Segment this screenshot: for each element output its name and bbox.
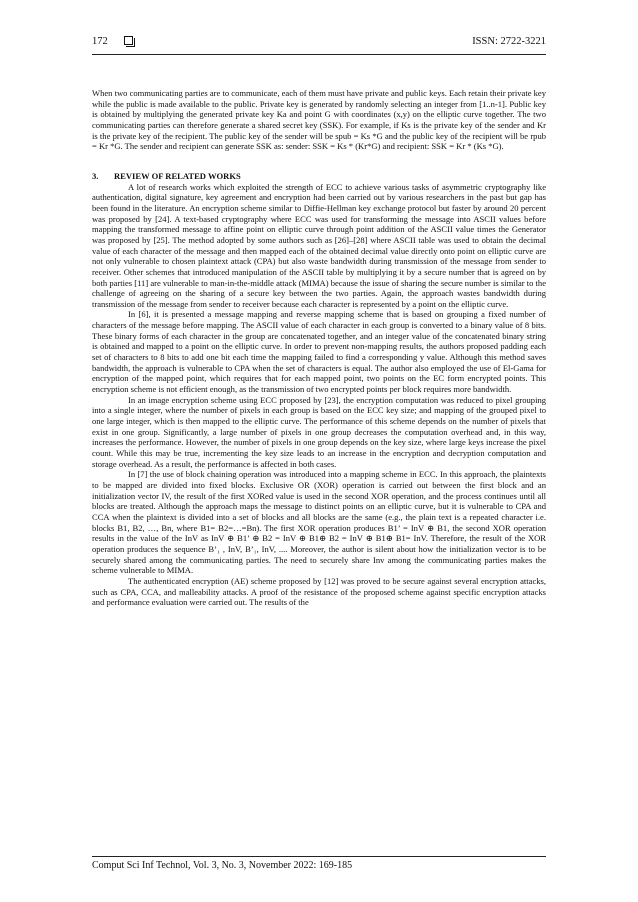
related-work-paragraph-2: In [6], it is presented a message mapping and reverse mapping scheme that is based on grouping a fixed number of characters of the message before mapping. The ASCII value of each character in each group is converted to a binary value of 8 bits. These binary forms of each character in the group are concatenated together, and an integer value of the concatenated binary string is obtained and mapped to a point on the elliptic curve. In order to prevent non-mapping results, the authors proposed padding each set of characters to 8 bits to add one bit each time the mapping failed to find a corresponding y value. Although this method saves bandwidth, the approach is vulnerable to CPA when the set of characters is equal. The author also employed the use of El-Gama for encryption of the mapped point, which requires that for each mapped point, two points on the EC form encrypted points. This encryption scheme is not efficient enough, as the transmission of two encrypted points per block requires more bandwidth. [92,309,546,395]
related-work-paragraph-5: The authenticated encryption (AE) scheme proposed by [12] was proved to be secure against several encryption attacks, such as CPA, CCA, and malleability attacks. A proof of the resistance of the proposed scheme against specific encryption attacks and performance evaluation were carried out. The results of the [92,575,546,608]
page-number: 172 [92,36,108,47]
related-work-paragraph-3: In an image encryption scheme using ECC proposed by [23], the encryption computation was reduced to pixel grouping into a single integer, where the number of pixels in each group is based on the ECC key size; and mapping of the grouped pixel to one large integer, which is then mapped to the elliptic curve. The performance of this scheme depends on the number of pixels that exist in one group. Significantly, a large number of pixels in one group decreases the computation overhead and, in this way, increases the performance. However, the number of pixels in one group depends on the key size, where large keys increase the pixel count. While this may be true, incrementing the key size leads to an increase in the encryption and decryption computation and storage overhead. As a result, the performance is affected in both cases. [92,394,546,469]
intro-paragraph: When two communicating parties are to communicate, each of them must have private and public keys. Each retain their private key while the public is made available to the public. Private key is generated by randomly selecting an integer from [1..n-1]. Public key is obtained by multiplying the generated private key Ka and point G with coordinates (x,y) on the elliptic curve together. The two communicating parties can therefore generate a shared secret key (SSK). For example, if Ks is the private key of the sender and Kr is the private key of the recipient. The public key of the sender will be spub = Ks *G and the public key of the recipient will be rpub = Kr *G. The sender and recipient can generate SSK as: sender: SSK = Ks * (Kr*G) and recipient: SSK = Kr * (Ks *G). [92,88,546,152]
journal-citation: Comput Sci Inf Technol, Vol. 3, No. 3, November 2022: 169-185 [92,860,353,871]
page-header [92,36,546,52]
article-body [92,88,546,608]
square-icon [124,36,133,45]
related-work-paragraph-4: In [7] the use of block chaining operation was introduced into a mapping scheme in ECC. In this approach, the plaintexts to be mapped are divided into fixed blocks. Exclusive OR (XOR) operation is carried out between the first block and an initialization vector IV, the result of the first XORed value is used in the second XOR operation, and the process continues until all blocks are treated. Although the approach maps the message to distinct points on an elliptic curve, but it is vulnerable to CPA and CCA when the plaintext is divided into a set of blocks and all blocks are the same (e.g., the plain text is a repeated character i.e. blocks B1, B2, …, Bn, where B1= B2=…=Bn). The first XOR operation produces B1’ = InV ⊕ B1, the second XOR operation results in the value of the InV as InV ⊕ B1’ ⊕ B2 = InV ⊕ B1⊕ B2 = InV ⊕ B1⊕ B1= InV. Therefore, the result of the XOR operation produces the sequence B’₁ , InV, B’₁, InV, .... Moreover, the author is silent about how the initialization vector is to be securely shared among the communicating parties. The need to securely share Inv among the communicating parties makes the scheme vulnerable to MIMA. [92,469,546,576]
section-heading [92,171,546,182]
section-number: 3. [92,170,99,181]
section-title: REVIEW OF RELATED WORKS [114,170,241,181]
issn-label: ISSN: 2722-3221 [472,36,546,47]
header-divider [92,54,546,55]
footer-divider [92,856,546,857]
related-work-paragraph-1: A lot of research works which exploited the strength of ECC to achieve various tasks of asymmetric cryptography like authentication, digital signature, key agreement and encryption had been carried out by various researchers in the past but gap has been found in the literature. An encryption scheme similar to Diffie-Hellman key exchange protocol but faster by around 20 percent was proposed by [24]. A text-based cryptography where ECC was used for transforming the message into ASCII values before mapping the transformed message to affine point on elliptic curve through point addition of the ASCII value times the Generator was proposed by [25]. The method adopted by some authors such as [26]–[28] where ASCII table was used to obtain the decimal value of each character of the message and then mapped each of the obtained decimal value directly onto point on elliptic curve are not only vulnerable to chosen plaintext attack (CPA) but also waste bandwidth during transmission of the message from sender to receiver. Other schemes that introduced manipulation of the ASCII table by multiplying it by a secure number that is agreed on by both parties [11] are vulnerable to man-in-the-middle attack (MIMA) because the issue of sharing the secure number is similar to the challenge of agreeing on the sharing of a secure key between the two parties. Again, the approach wastes bandwidth during transmission of the message from sender to receiver because each character is represented by a point on the elliptic curve. [92,181,546,309]
